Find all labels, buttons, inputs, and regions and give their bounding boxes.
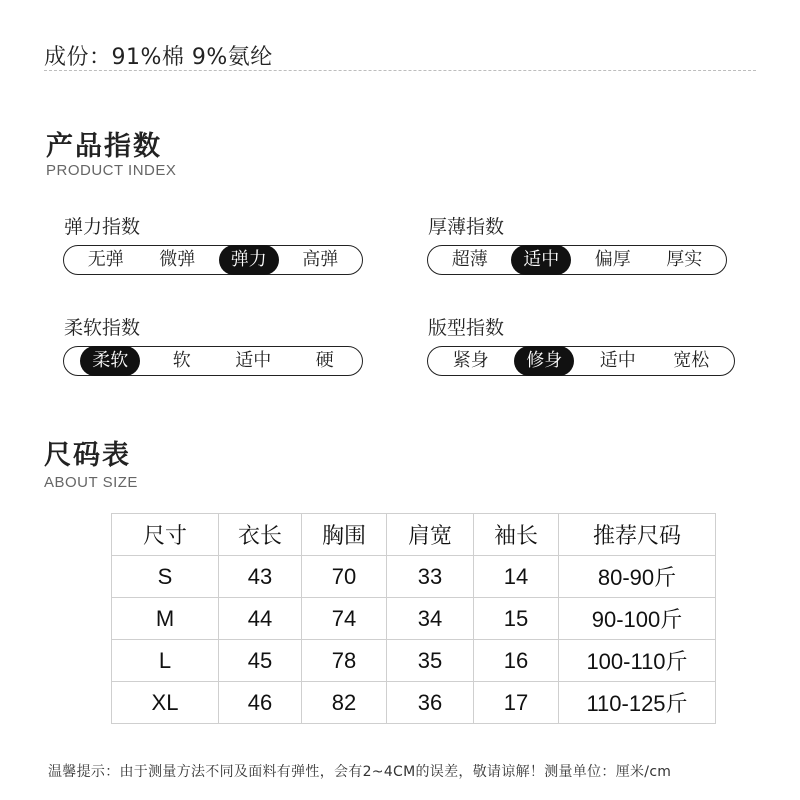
- pill-option[interactable]: 厚实: [666, 249, 703, 270]
- table-row: [112, 682, 716, 724]
- header-chest: 胸围: [302, 514, 387, 556]
- pill-option[interactable]: 宽松: [673, 350, 710, 371]
- sleeve-cell: 17: [474, 682, 559, 724]
- composition-text: 成份：91%棉 9%氨纶: [44, 45, 273, 70]
- size-cell: XL: [112, 682, 219, 724]
- pill-option[interactable]: 硬: [315, 350, 334, 371]
- shoulder-cell: 33: [387, 556, 474, 598]
- table-row: [112, 598, 716, 640]
- elasticity-pill: [63, 245, 363, 275]
- index-label-softness: 柔软指数: [64, 317, 141, 339]
- index-label-thickness: 厚薄指数: [428, 216, 505, 238]
- size-table: [111, 513, 716, 724]
- thickness-pill: [427, 245, 727, 275]
- sleeve-cell: 15: [474, 598, 559, 640]
- chest-cell: 82: [302, 682, 387, 724]
- softness-pill: [63, 346, 363, 376]
- sleeve-cell: 14: [474, 556, 559, 598]
- length-cell: 44: [219, 598, 302, 640]
- header-size: 尺寸: [112, 514, 219, 556]
- header-sleeve: 袖长: [474, 514, 559, 556]
- shoulder-cell: 35: [387, 640, 474, 682]
- fit-pill: [427, 346, 735, 376]
- header-recommended: 推荐尺码: [559, 514, 716, 556]
- dashed-divider: [44, 70, 756, 71]
- size-cell: S: [112, 556, 219, 598]
- pill-option[interactable]: 紧身: [452, 350, 489, 371]
- pill-option[interactable]: 适中: [599, 350, 636, 371]
- sleeve-cell: 16: [474, 640, 559, 682]
- recommended-cell: 80-90斤: [559, 556, 716, 598]
- chest-cell: 78: [302, 640, 387, 682]
- length-cell: 46: [219, 682, 302, 724]
- measurement-note: 温馨提示：由于测量方法不同及面料有弹性，会有2~4CM的误差，敬请谅解！测量单位：厘米/cm: [48, 764, 672, 780]
- size-chart-title: 尺码表: [44, 440, 131, 471]
- pill-option[interactable]: 无弹: [87, 249, 124, 270]
- pill-option[interactable]: 高弹: [302, 249, 339, 270]
- table-header-row: [112, 514, 716, 556]
- recommended-cell: 100-110斤: [559, 640, 716, 682]
- shoulder-cell: 34: [387, 598, 474, 640]
- table-row: [112, 556, 716, 598]
- size-cell: L: [112, 640, 219, 682]
- pill-option[interactable]: 适中: [235, 350, 272, 371]
- chest-cell: 70: [302, 556, 387, 598]
- recommended-cell: 90-100斤: [559, 598, 716, 640]
- pill-option[interactable]: 软: [172, 350, 191, 371]
- pill-option[interactable]: 微弹: [159, 249, 196, 270]
- index-label-fit: 版型指数: [428, 317, 505, 339]
- size-cell: M: [112, 598, 219, 640]
- pill-option[interactable]: 超薄: [451, 249, 488, 270]
- table-row: [112, 640, 716, 682]
- product-index-subtitle: PRODUCT INDEX: [46, 162, 177, 179]
- product-index-title: 产品指数: [46, 131, 162, 162]
- pill-option[interactable]: 弹力: [219, 245, 279, 275]
- pill-option[interactable]: 修身: [514, 346, 574, 376]
- length-cell: 45: [219, 640, 302, 682]
- shoulder-cell: 36: [387, 682, 474, 724]
- header-length: 衣长: [219, 514, 302, 556]
- header-shoulder: 肩宽: [387, 514, 474, 556]
- index-label-elasticity: 弹力指数: [64, 216, 141, 238]
- length-cell: 43: [219, 556, 302, 598]
- pill-option[interactable]: 偏厚: [594, 249, 631, 270]
- pill-option[interactable]: 适中: [511, 245, 571, 275]
- chest-cell: 74: [302, 598, 387, 640]
- recommended-cell: 110-125斤: [559, 682, 716, 724]
- size-chart-subtitle: ABOUT SIZE: [44, 474, 138, 491]
- pill-option[interactable]: 柔软: [80, 346, 140, 376]
